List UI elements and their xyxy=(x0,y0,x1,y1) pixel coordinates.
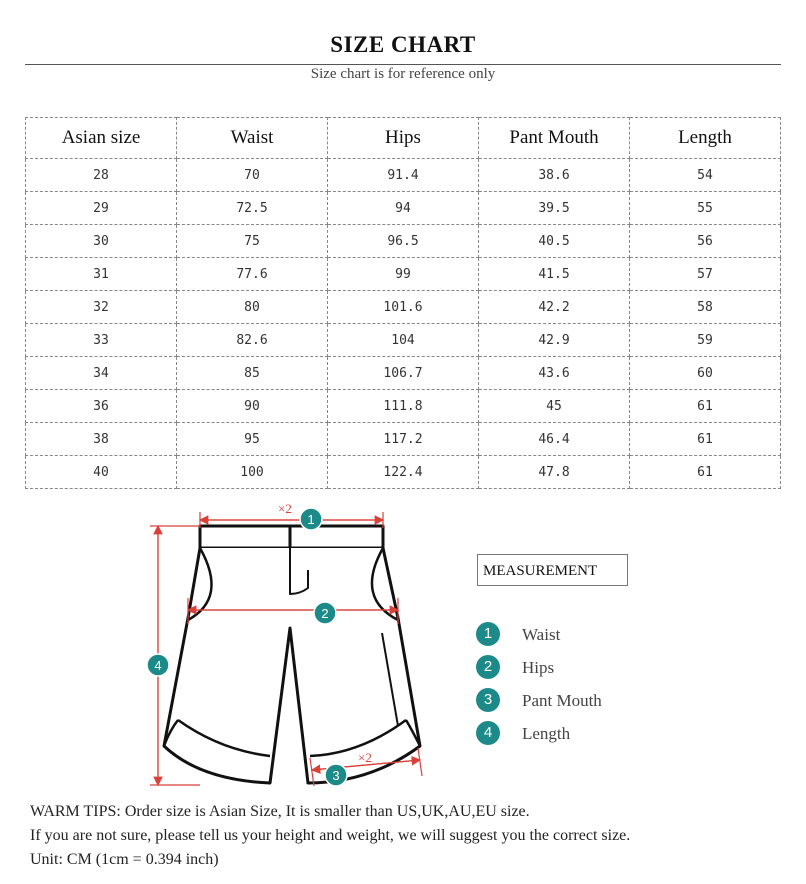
table-cell: 56 xyxy=(630,225,781,258)
table-cell: 31 xyxy=(26,258,177,291)
page-subtitle: Size chart is for reference only xyxy=(310,66,496,82)
table-cell: 99 xyxy=(328,258,479,291)
table-cell: 70 xyxy=(177,159,328,192)
table-cell: 96.5 xyxy=(328,225,479,258)
table-row xyxy=(26,456,781,489)
table-cell: 54 xyxy=(630,159,781,192)
table-cell: 39.5 xyxy=(479,192,630,225)
table-cell: 91.4 xyxy=(328,159,479,192)
legend-label: Length xyxy=(522,724,571,743)
legend-number: 3 xyxy=(476,688,500,712)
marker-hips xyxy=(314,602,336,624)
table-cell: 40 xyxy=(26,456,177,489)
table-cell: 28 xyxy=(26,159,177,192)
table-cell: 101.6 xyxy=(328,291,479,324)
shorts-diagram xyxy=(140,498,440,794)
table-cell: 59 xyxy=(630,324,781,357)
marker-waist-number: 1 xyxy=(307,512,315,527)
table-cell: 61 xyxy=(630,456,781,489)
table-cell: 42.2 xyxy=(479,291,630,324)
table-row xyxy=(26,291,781,324)
table-cell: 95 xyxy=(177,423,328,456)
table-cell: 38 xyxy=(26,423,177,456)
table-cell: 33 xyxy=(26,324,177,357)
measurement-heading: MEASUREMENT xyxy=(477,554,628,586)
table-cell: 32 xyxy=(26,291,177,324)
column-header: Pant Mouth xyxy=(479,118,630,159)
table-cell: 94 xyxy=(328,192,479,225)
column-header: Asian size xyxy=(26,118,177,159)
table-cell: 61 xyxy=(630,390,781,423)
table-row xyxy=(26,324,781,357)
table-cell: 60 xyxy=(630,357,781,390)
column-header: Hips xyxy=(328,118,479,159)
table-cell: 42.9 xyxy=(479,324,630,357)
table-cell: 100 xyxy=(177,456,328,489)
table-cell: 55 xyxy=(630,192,781,225)
legend-label: Waist xyxy=(522,625,561,644)
page-title: SIZE CHART xyxy=(330,32,476,57)
marker-hips-number: 2 xyxy=(321,606,329,621)
table-row xyxy=(26,225,781,258)
table-cell: 36 xyxy=(26,390,177,423)
table-cell: 111.8 xyxy=(328,390,479,423)
table-cell: 117.2 xyxy=(328,423,479,456)
table-row xyxy=(26,159,781,192)
legend-label: Pant Mouth xyxy=(522,691,602,710)
shorts-outline xyxy=(164,526,420,783)
legend-item-pant-mouth xyxy=(476,688,676,714)
table-cell: 61 xyxy=(630,423,781,456)
marker-length xyxy=(147,654,169,676)
legend-item-hips xyxy=(476,655,676,681)
table-cell: 85 xyxy=(177,357,328,390)
table-cell: 90 xyxy=(177,390,328,423)
table-cell: 38.6 xyxy=(479,159,630,192)
marker-mouth-number: 3 xyxy=(332,768,340,783)
table-cell: 106.7 xyxy=(328,357,479,390)
legend-item-length xyxy=(476,721,676,747)
table-cell: 82.6 xyxy=(177,324,328,357)
table-cell: 43.6 xyxy=(479,357,630,390)
table-cell: 41.5 xyxy=(479,258,630,291)
table-cell: 29 xyxy=(26,192,177,225)
legend-number: 2 xyxy=(476,655,500,679)
mouth-multiplier: ×2 xyxy=(358,750,372,765)
marker-mouth xyxy=(325,764,347,786)
legend-item-waist xyxy=(476,622,676,648)
table-cell: 80 xyxy=(177,291,328,324)
title-divider xyxy=(25,64,781,65)
table-cell: 122.4 xyxy=(328,456,479,489)
legend-number: 1 xyxy=(476,622,500,646)
table-cell: 40.5 xyxy=(479,225,630,258)
table-cell: 45 xyxy=(479,390,630,423)
legend-number: 4 xyxy=(476,721,500,745)
table-cell: 30 xyxy=(26,225,177,258)
marker-waist xyxy=(300,508,322,530)
table-cell: 57 xyxy=(630,258,781,291)
table-cell: 58 xyxy=(630,291,781,324)
tips-line-2: If you are not sure, please tell us your height and weight, we will suggest you the correct size. xyxy=(30,827,631,844)
waist-multiplier: ×2 xyxy=(278,501,292,516)
legend-label: Hips xyxy=(522,658,555,677)
table-row xyxy=(26,192,781,225)
table-header-row xyxy=(26,118,781,159)
column-header: Length xyxy=(630,118,781,159)
size-table xyxy=(25,117,781,489)
table-cell: 34 xyxy=(26,357,177,390)
table-row xyxy=(26,423,781,456)
table-cell: 75 xyxy=(177,225,328,258)
table-cell: 104 xyxy=(328,324,479,357)
table-row xyxy=(26,258,781,291)
marker-length-number: 4 xyxy=(154,658,162,673)
tips-line-3: Unit: CM (1cm = 0.394 inch) xyxy=(30,851,219,868)
tips-line-1: WARM TIPS: Order size is Asian Size, It is smaller than US,UK,AU,EU size. xyxy=(30,803,530,820)
table-row xyxy=(26,390,781,423)
table-cell: 72.5 xyxy=(177,192,328,225)
table-row xyxy=(26,357,781,390)
table-cell: 46.4 xyxy=(479,423,630,456)
table-cell: 47.8 xyxy=(479,456,630,489)
column-header: Waist xyxy=(177,118,328,159)
warm-tips xyxy=(30,800,800,872)
table-cell: 77.6 xyxy=(177,258,328,291)
